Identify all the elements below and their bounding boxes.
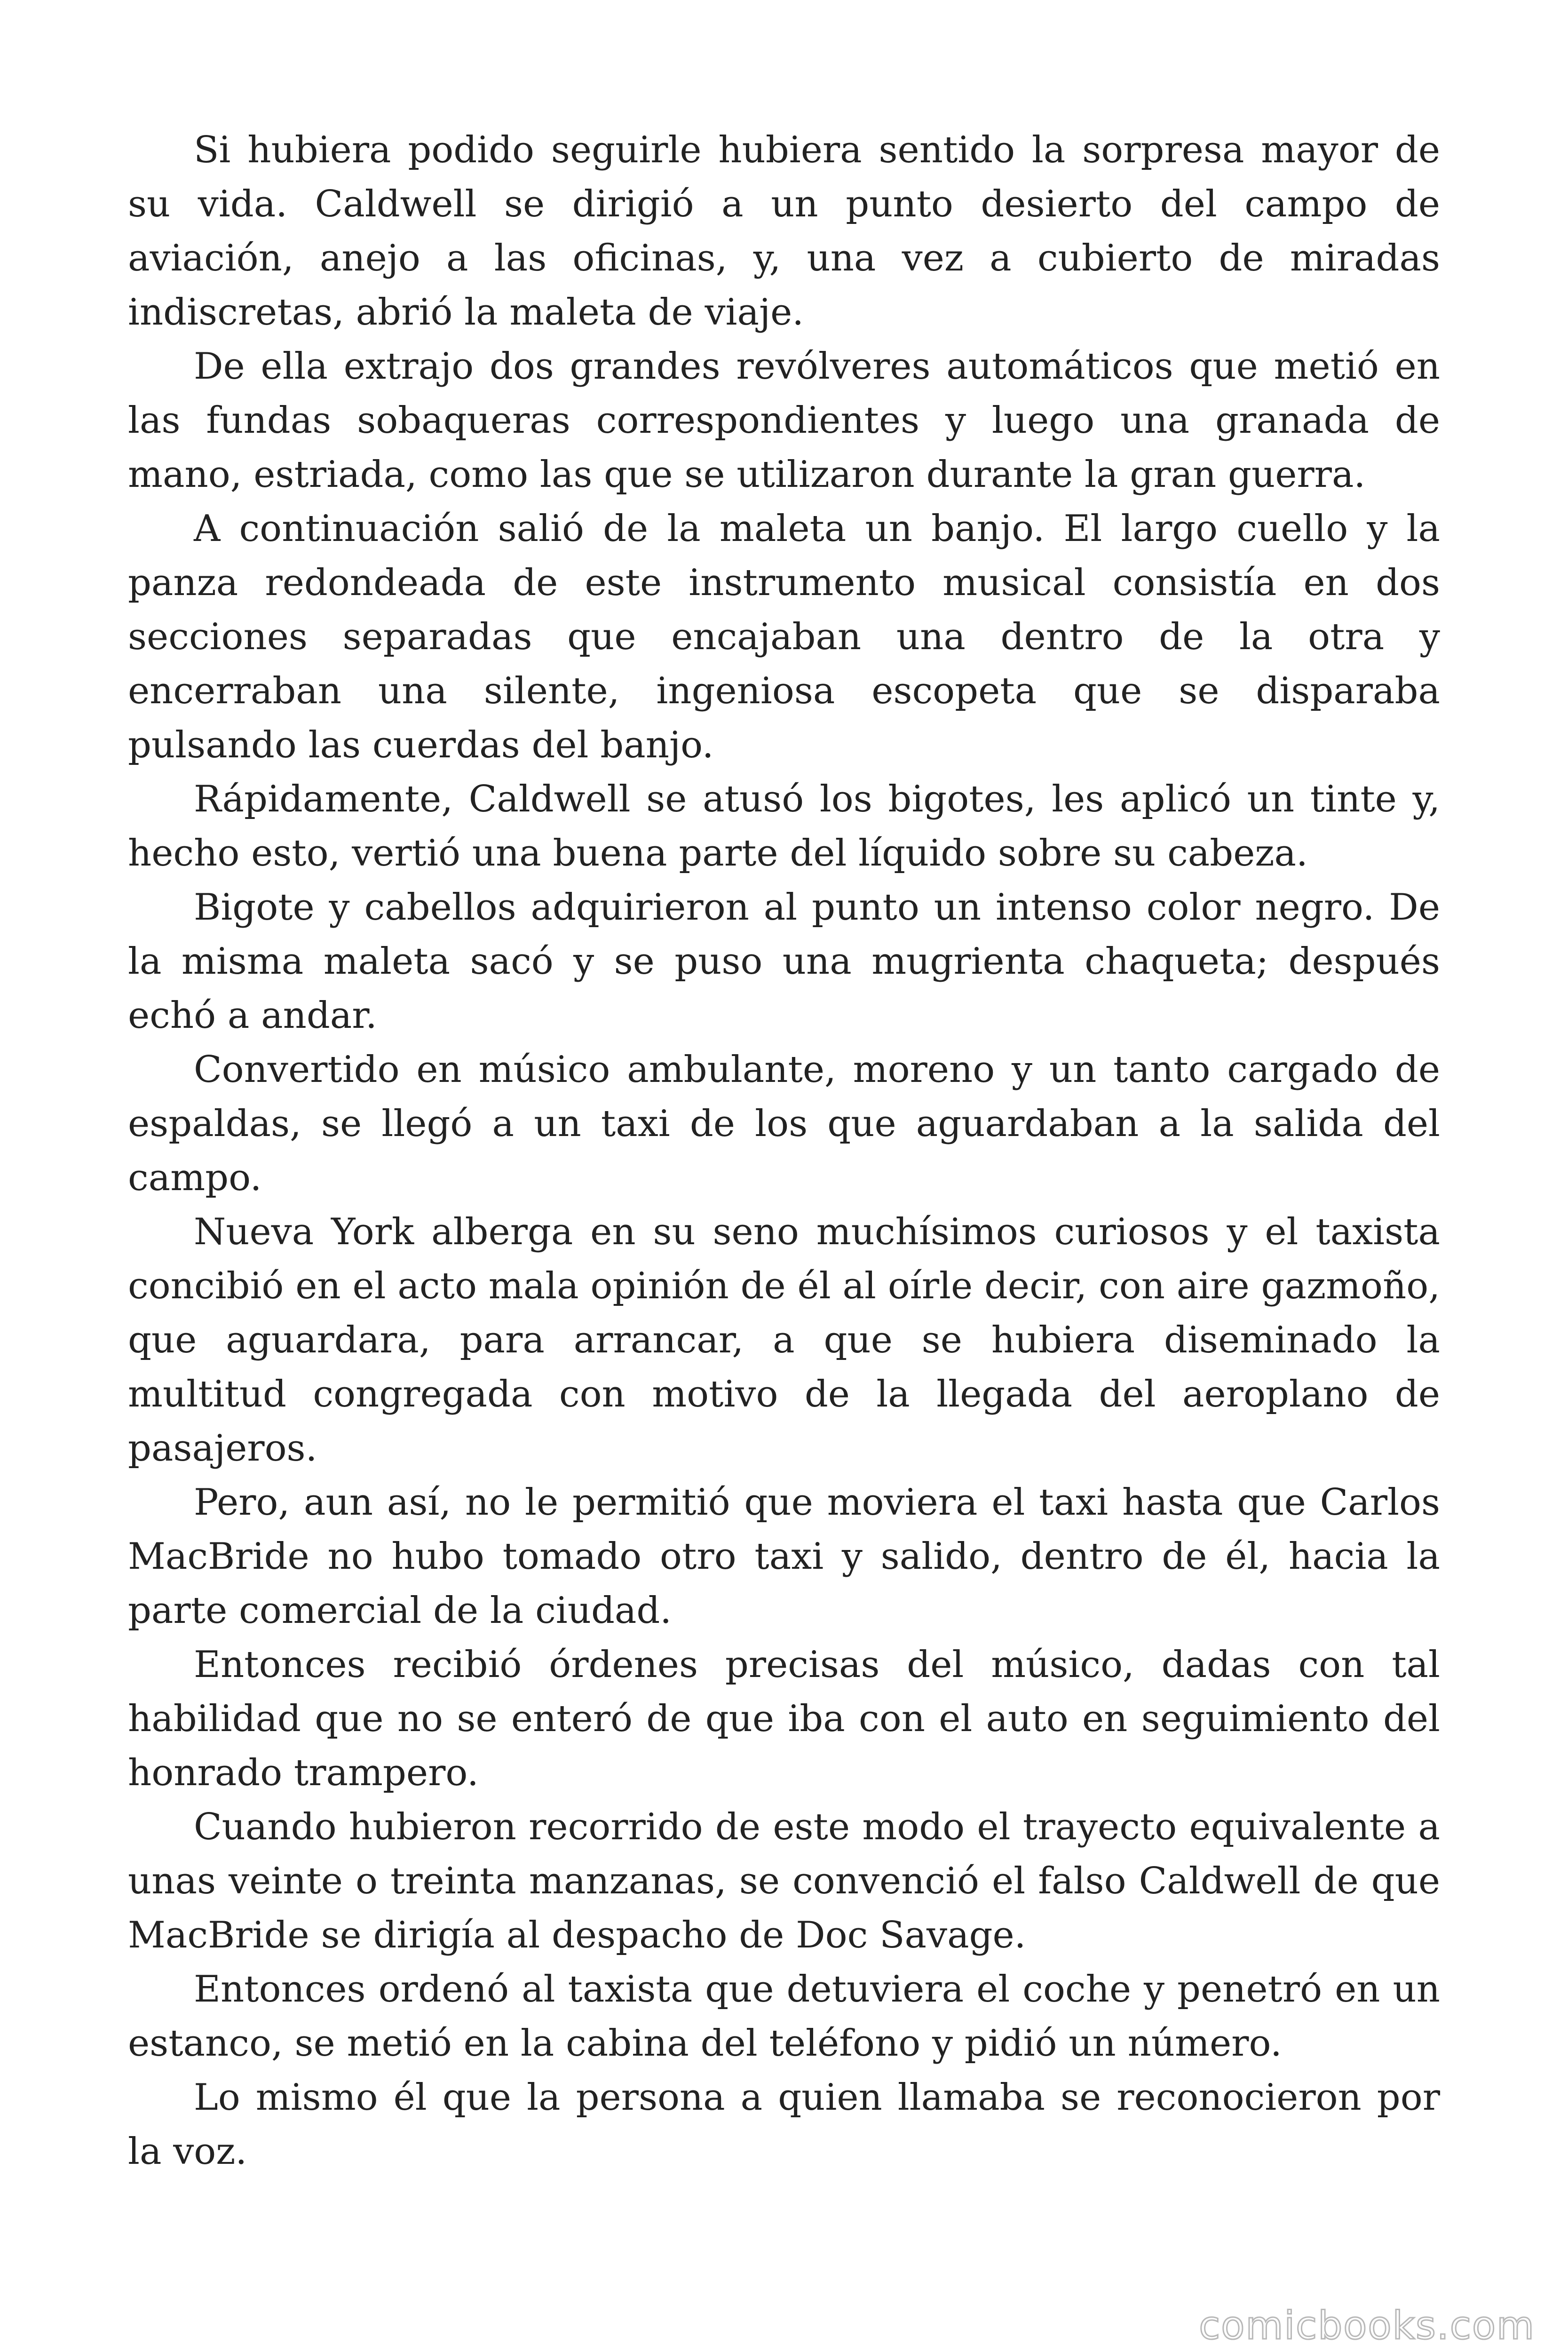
paragraph: De ella extrajo dos grandes revólveres automáticos que metió en las fundas sobaqueras correspondientes y luego una granada de mano, estriada, como las que se utilizaron durante la gran guerra. bbox=[128, 345, 1440, 496]
paragraph: Bigote y cabellos adquirieron al punto un intenso color negro. De la misma maleta sacó y se puso una mugrienta chaqueta; después echó a andar. bbox=[128, 886, 1440, 1037]
body-text bbox=[128, 123, 1440, 2179]
paragraph: Convertido en músico ambulante, moreno y un tanto cargado de espaldas, se llegó a un taxi de los que aguardaban a la salida del campo. bbox=[128, 1049, 1440, 1199]
paragraph: Entonces recibió órdenes precisas del músico, dadas con tal habilidad que no se enteró de que iba con el auto en seguimiento del honrado trampero. bbox=[128, 1644, 1440, 1794]
paragraph: Rápidamente, Caldwell se atusó los bigotes, les aplicó un tinte y, hecho esto, vertió una buena parte del líquido sobre su cabeza. bbox=[128, 778, 1440, 874]
paragraph: Entonces ordenó al taxista que detuviera el coche y penetró en un estanco, se metió en la cabina del teléfono y pidió un número. bbox=[128, 1968, 1440, 2065]
paragraph: Lo mismo él que la persona a quien llamaba se reconocieron por la voz. bbox=[128, 2076, 1440, 2173]
paragraph: Cuando hubieron recorrido de este modo el trayecto equivalente a unas veinte o treinta manzanas, se convenció el falso Caldwell de que MacBride se dirigía al despacho de Doc Savage. bbox=[128, 1806, 1440, 1956]
paragraph: Nueva York alberga en su seno muchísimos curiosos y el taxista concibió en el acto mala opinión de él al oírle decir, con aire gazmoño, que aguardara, para arrancar, a que se hubiera diseminado la multitud congregada con motivo de la llegada del aeroplano de pasajeros. bbox=[128, 1211, 1440, 1470]
paragraph: Si hubiera podido seguirle hubiera sentido la sorpresa mayor de su vida. Caldwell se dirigió a un punto desierto del campo de aviación, anejo a las oficinas, y, una vez a cubierto de miradas indiscretas, abrió la maleta de viaje. bbox=[128, 129, 1440, 334]
paragraph: A continuación salió de la maleta un banjo. El largo cuello y la panza redondeada de este instrumento musical consistía en dos secciones separadas que encajaban una dentro de la otra y encerraban una silente, ingeniosa escopeta que se disparaba pulsando las cuerdas del banjo. bbox=[128, 508, 1440, 766]
site-watermark: comicbooks.com bbox=[1199, 2304, 1535, 2348]
paragraph: Pero, aun así, no le permitió que moviera el taxi hasta que Carlos MacBride no hubo tomado otro taxi y salido, dentro de él, hacia la parte comercial de la ciudad. bbox=[128, 1481, 1440, 1632]
